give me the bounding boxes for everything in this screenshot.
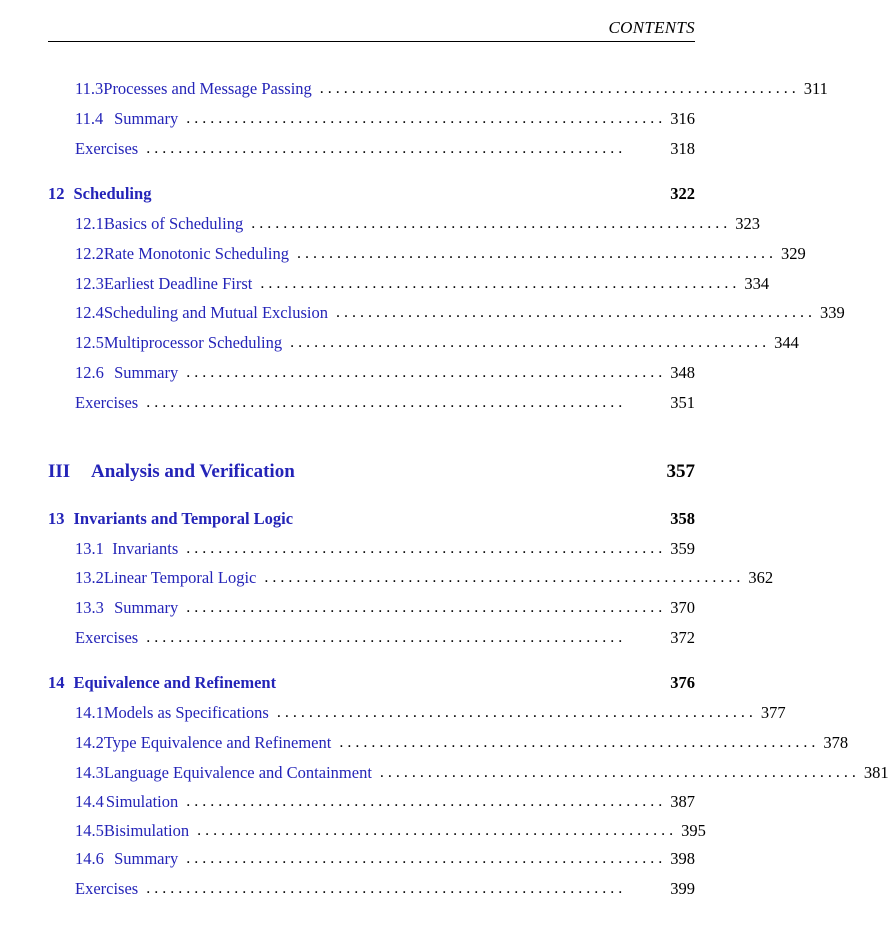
entry-title[interactable]: Basics of Scheduling	[103, 214, 244, 233]
toc-entry-11-3[interactable]	[75, 77, 828, 99]
entry-page: 329	[781, 244, 806, 263]
entry-title[interactable]: Models as Specifications	[103, 703, 269, 722]
toc-entry-13-2[interactable]	[75, 566, 774, 588]
entry-number: 11.3	[75, 79, 104, 98]
entry-page: 359	[670, 539, 695, 558]
entry-page: 318	[670, 139, 695, 158]
entry-title[interactable]: Processes and Message Passing	[103, 79, 312, 98]
entry-page: 378	[823, 733, 849, 752]
entry-number: 12.2	[75, 244, 104, 263]
toc-entry-13-3[interactable]	[75, 596, 695, 618]
toc-entry-exercises-13[interactable]	[75, 626, 695, 648]
leader-dots: . . . . . . . . . . . . . . . . . . . . . . . . . . . . . . . . . . . . . . . . . . . . . . . . . . . . . . . . . . . .	[297, 245, 774, 262]
entry-number: 12.5	[75, 333, 104, 352]
leader-dots: . . . . . . . . . . . . . . . . . . . . . . . . . . . . . . . . . . . . . . . . . . . . . . . . . . . . . . . . . . . .	[335, 304, 812, 321]
toc-entry-14-2[interactable]	[75, 731, 849, 753]
toc-entry-12-5[interactable]	[75, 331, 799, 353]
entry-page: 362	[748, 568, 774, 587]
entry-title[interactable]: Bisimulation	[103, 821, 190, 840]
entry-page: 387	[670, 792, 695, 811]
header-title: CONTENTS	[608, 18, 695, 37]
leader-dots: . . . . . . . . . . . . . . . . . . . . . . . . . . . . . . . . . . . . . . . . . . . . . . . . . . . . . . . . . . . .	[319, 80, 796, 97]
toc-entry-14-4[interactable]	[75, 790, 695, 812]
entry-title[interactable]: Invariants	[112, 539, 179, 558]
leader-dots: . . . . . . . . . . . . . . . . . . . . . . . . . . . . . . . . . . . . . . . . . . . . . . . . . . . . . . . . . . . .	[146, 629, 623, 646]
entry-title[interactable]: Earliest Deadline First	[103, 274, 253, 293]
entry-title[interactable]: Summary	[114, 598, 179, 617]
entry-page: 370	[670, 598, 695, 617]
entry-number: 13.2	[75, 568, 104, 587]
entry-page: 344	[774, 333, 799, 352]
toc-entry-exercises-14[interactable]	[75, 877, 695, 899]
toc-entry-12-4[interactable]	[75, 301, 845, 323]
leader-dots: . . . . . . . . . . . . . . . . . . . . . . . . . . . . . . . . . . . . . . . . . . . . . . . . . . . . . . . . . . . .	[339, 734, 816, 751]
leader-dots: . . . . . . . . . . . . . . . . . . . . . . . . . . . . . . . . . . . . . . . . . . . . . . . . . . . . . . . . . . . .	[186, 850, 663, 867]
entry-title[interactable]: Rate Monotonic Scheduling	[103, 244, 290, 263]
leader-dots: . . . . . . . . . . . . . . . . . . . . . . . . . . . . . . . . . . . . . . . . . . . . . . . . . . . . . . . . . . . .	[260, 275, 737, 292]
leader-dots: . . . . . . . . . . . . . . . . . . . . . . . . . . . . . . . . . . . . . . . . . . . . . . . . . . . . . . . . . . . .	[379, 764, 856, 781]
leader-dots: . . . . . . . . . . . . . . . . . . . . . . . . . . . . . . . . . . . . . . . . . . . . . . . . . . . . . . . . . . . .	[186, 540, 663, 557]
entry-title[interactable]: Multiprocessor Scheduling	[103, 333, 283, 352]
toc-entry-exercises-12[interactable]	[75, 391, 695, 413]
leader-dots: . . . . . . . . . . . . . . . . . . . . . . . . . . . . . . . . . . . . . . . . . . . . . . . . . . . . . . . . . . . .	[146, 394, 623, 411]
entry-page: 377	[760, 703, 786, 722]
toc-entry-12-6[interactable]	[75, 361, 695, 383]
chapter-number: 13	[48, 509, 65, 528]
toc-entry-12-2[interactable]	[75, 242, 806, 264]
entry-title[interactable]: Exercises	[75, 879, 139, 898]
toc-chapter-14[interactable]	[48, 671, 695, 693]
entry-page: 348	[670, 363, 695, 382]
toc-chapter-12[interactable]	[48, 182, 695, 204]
part-title[interactable]: Analysis and Verification	[91, 461, 295, 482]
entry-number: 13.3	[75, 598, 104, 617]
entry-page: 395	[681, 821, 706, 840]
entry-page: 381	[863, 763, 889, 782]
entry-number: 14.4	[75, 792, 104, 811]
chapter-page: 376	[670, 673, 695, 692]
toc-chapter-13[interactable]	[48, 507, 695, 529]
entry-page: 398	[670, 849, 695, 868]
chapter-number: 12	[48, 184, 65, 203]
leader-dots: . . . . . . . . . . . . . . . . . . . . . . . . . . . . . . . . . . . . . . . . . . . . . . . . . . . . . . . . . . . .	[290, 334, 767, 351]
entry-title[interactable]: Type Equivalence and Refinement	[103, 733, 332, 752]
toc-entry-14-6[interactable]	[75, 847, 695, 869]
entry-number: 14.3	[75, 763, 104, 782]
chapter-title[interactable]: Invariants and Temporal Logic	[73, 509, 294, 528]
chapter-title[interactable]: Scheduling	[73, 184, 152, 203]
entry-title[interactable]: Summary	[114, 363, 179, 382]
entry-page: 351	[670, 393, 695, 412]
toc-entry-12-1[interactable]	[75, 212, 760, 234]
entry-number: 14.6	[75, 849, 104, 868]
chapter-page: 322	[670, 184, 695, 203]
part-number: III	[48, 461, 71, 482]
entry-number: 13.1	[75, 539, 104, 558]
toc-entry-exercises-11[interactable]	[75, 137, 695, 159]
leader-dots: . . . . . . . . . . . . . . . . . . . . . . . . . . . . . . . . . . . . . . . . . . . . . . . . . . . . . . . . . . . .	[186, 793, 663, 810]
running-header	[48, 18, 695, 42]
entry-number: 14.5	[75, 821, 104, 840]
entry-title[interactable]: Linear Temporal Logic	[103, 568, 257, 587]
toc-entry-13-1[interactable]	[75, 537, 695, 559]
part-page: 357	[666, 461, 695, 482]
leader-dots: . . . . . . . . . . . . . . . . . . . . . . . . . . . . . . . . . . . . . . . . . . . . . . . . . . . . . . . . . . . .	[146, 140, 623, 157]
leader-dots: . . . . . . . . . . . . . . . . . . . . . . . . . . . . . . . . . . . . . . . . . . . . . . . . . . . . . . . . . . . .	[276, 704, 753, 721]
leader-dots: . . . . . . . . . . . . . . . . . . . . . . . . . . . . . . . . . . . . . . . . . . . . . . . . . . . . . . . . . . . .	[186, 599, 663, 616]
entry-title[interactable]: Scheduling and Mutual Exclusion	[103, 303, 328, 322]
entry-number: 12.6	[75, 363, 104, 382]
chapter-title[interactable]: Equivalence and Refinement	[73, 673, 277, 692]
entry-page: 334	[744, 274, 770, 293]
leader-dots: . . . . . . . . . . . . . . . . . . . . . . . . . . . . . . . . . . . . . . . . . . . . . . . . . . . . . . . . . . . .	[186, 110, 663, 127]
entry-page: 311	[803, 79, 828, 98]
entry-page: 339	[819, 303, 845, 322]
leader-dots: . . . . . . . . . . . . . . . . . . . . . . . . . . . . . . . . . . . . . . . . . . . . . . . . . . . . . . . . . . . .	[251, 215, 728, 232]
chapter-number: 14	[48, 673, 65, 692]
entry-number: 11.4	[75, 109, 104, 128]
entry-page: 316	[670, 109, 695, 128]
toc-part-iii[interactable]	[48, 456, 695, 482]
entry-title[interactable]: Exercises	[75, 139, 139, 158]
toc-entry-11-4[interactable]	[75, 107, 695, 129]
entry-page: 372	[670, 628, 695, 647]
entry-number: 14.2	[75, 733, 104, 752]
entry-number: 12.1	[75, 214, 104, 233]
chapter-page: 358	[670, 509, 695, 528]
entry-number: 14.1	[75, 703, 104, 722]
entry-title[interactable]: Exercises	[75, 393, 139, 412]
leader-dots: . . . . . . . . . . . . . . . . . . . . . . . . . . . . . . . . . . . . . . . . . . . . . . . . . . . . . . . . . . . .	[146, 880, 623, 897]
entry-title[interactable]: Simulation	[105, 792, 179, 811]
leader-dots: . . . . . . . . . . . . . . . . . . . . . . . . . . . . . . . . . . . . . . . . . . . . . . . . . . . . . . . . . . . .	[186, 364, 663, 381]
toc-entry-12-3[interactable]	[75, 272, 770, 294]
entry-number: 12.4	[75, 303, 104, 322]
entry-title[interactable]: Language Equivalence and Containment	[103, 763, 372, 782]
entry-title[interactable]: Summary	[114, 109, 179, 128]
toc-entry-14-3[interactable]	[75, 761, 889, 783]
entry-title[interactable]: Exercises	[75, 628, 139, 647]
toc-entry-14-5[interactable]	[75, 819, 706, 841]
leader-dots: . . . . . . . . . . . . . . . . . . . . . . . . . . . . . . . . . . . . . . . . . . . . . . . . . . . . . . . . . . . .	[264, 569, 741, 586]
toc-entry-14-1[interactable]	[75, 701, 786, 723]
entry-page: 399	[670, 879, 695, 898]
leader-dots: . . . . . . . . . . . . . . . . . . . . . . . . . . . . . . . . . . . . . . . . . . . . . . . . . . . . . . . . . . . .	[197, 822, 674, 839]
entry-page: 323	[735, 214, 760, 233]
entry-number: 12.3	[75, 274, 104, 293]
entry-title[interactable]: Summary	[114, 849, 179, 868]
